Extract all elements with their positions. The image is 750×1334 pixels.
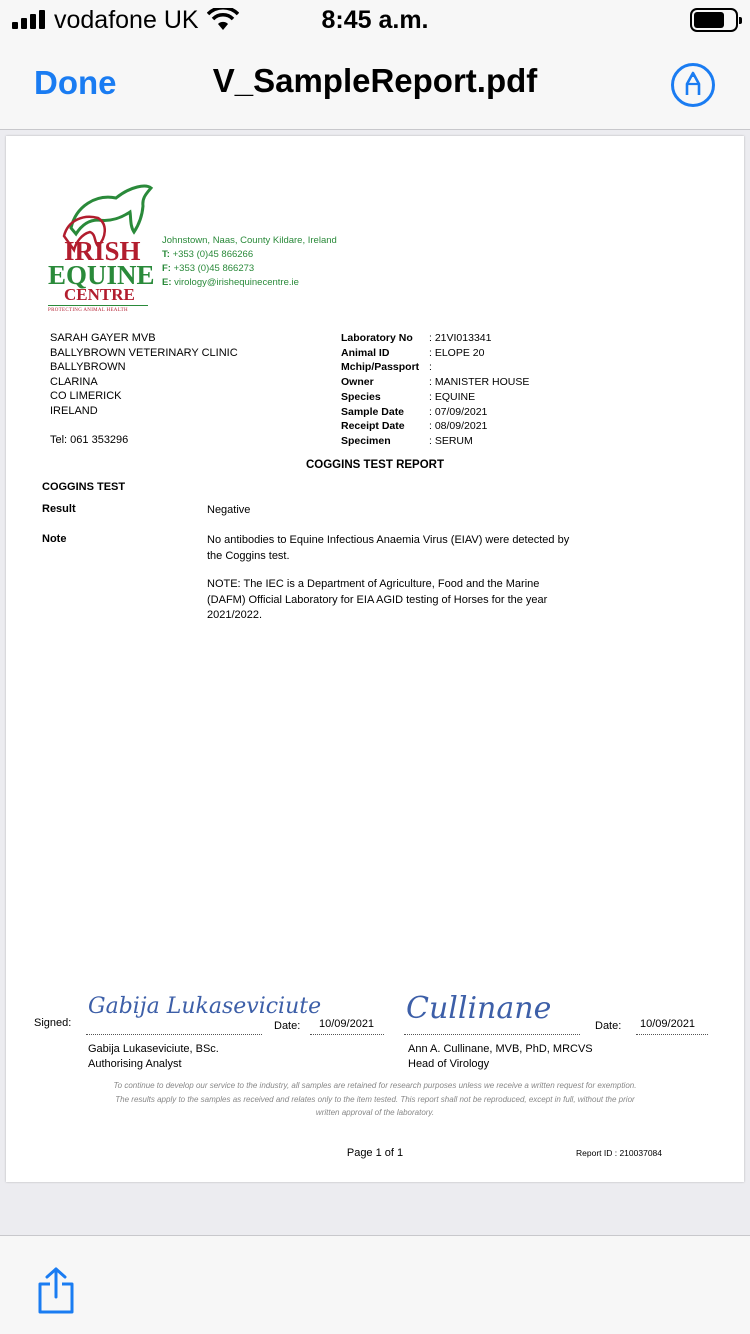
info-key: Mchip/Passport <box>341 361 420 374</box>
battery-icon <box>690 8 738 32</box>
info-value: : ELOPE 20 <box>429 346 485 359</box>
info-value: : 21VI013341 <box>429 332 492 344</box>
info-row <box>341 346 529 361</box>
info-value: : 08/09/2021 <box>429 420 488 433</box>
note-label: Note <box>42 533 67 545</box>
signature-head: Cullinane <box>406 991 552 1026</box>
result-value: Negative <box>207 504 251 516</box>
lab-contact <box>162 234 337 290</box>
info-value: : EQUINE <box>429 390 476 403</box>
disclaimer-line: The results apply to the samples as received and relates only to the item tested. This report shall not be reproduced, except in full, without the prior <box>115 1094 635 1104</box>
info-key: Sample Date <box>341 405 405 418</box>
result-label: Result <box>42 503 76 515</box>
email-label: E: <box>162 277 172 288</box>
head-name: Ann A. Cullinane, MVB, PhD, MRCVS <box>408 1043 593 1055</box>
signed-label: Signed: <box>34 1017 72 1029</box>
analyst-name: Gabija Lukaseviciute, BSc. <box>88 1043 219 1055</box>
lab-address: Johnstown, Naas, County Kildare, Ireland <box>162 235 337 246</box>
info-row <box>341 375 529 390</box>
section-title: COGGINS TEST <box>42 481 126 493</box>
logo-irish: IRISH <box>64 236 141 266</box>
info-key: Animal ID <box>341 346 390 359</box>
markup-pen-icon[interactable] <box>670 62 716 108</box>
client-tel: Tel: 061 353296 <box>50 434 129 446</box>
email-value: virology@irishequinecentre.ie <box>174 277 299 288</box>
address-line: BALLYBROWN <box>50 361 126 374</box>
info-value: : SERUM <box>429 434 473 447</box>
info-value: : 07/09/2021 <box>429 405 488 418</box>
info-row <box>341 419 529 434</box>
fax-label: F: <box>162 263 171 274</box>
carrier-name: vodafone UK <box>54 6 199 34</box>
navigation-bar <box>0 42 750 130</box>
phone-label: T: <box>162 249 170 260</box>
pdf-viewer[interactable] <box>0 130 750 1235</box>
note-line: 2021/2022. <box>207 609 263 621</box>
logo-equine: EQUINE <box>48 260 155 290</box>
info-key: Owner <box>341 376 374 389</box>
info-value: : <box>429 361 432 374</box>
note-line: NOTE: The IEC is a Department of Agriculture, Food and the Marine <box>207 578 540 590</box>
info-row <box>341 390 529 405</box>
logo-centre: CENTRE <box>64 285 135 304</box>
note-text <box>207 533 587 564</box>
date-value: 10/09/2021 <box>640 1018 696 1030</box>
status-bar <box>0 0 750 42</box>
disclaimer-line: written approval of the laboratory. <box>315 1108 435 1117</box>
info-key: Receipt Date <box>341 420 405 433</box>
note-line: (DAFM) Official Laboratory for EIA AGID testing of Horses for the year <box>207 593 548 606</box>
info-key: Specimen <box>341 434 391 447</box>
date-line <box>636 1034 708 1035</box>
pdf-page <box>6 136 744 1182</box>
info-value: : MANISTER HOUSE <box>429 376 530 389</box>
head-role: Head of Virology <box>408 1058 490 1070</box>
head-credit <box>408 1042 593 1072</box>
info-key: Laboratory No <box>341 332 413 344</box>
bottom-toolbar <box>0 1235 750 1334</box>
note-line: No antibodies to Equine Infectious Anaemia Virus (EIAV) were detected by <box>207 534 570 546</box>
note-line: the Coggins test. <box>207 549 290 562</box>
address-line: CLARINA <box>50 375 98 388</box>
address-line: SARAH GAYER MVB <box>50 332 156 344</box>
sample-info <box>341 331 529 449</box>
info-row <box>341 331 529 346</box>
date-line <box>310 1034 384 1035</box>
phone-value: +353 (0)45 866266 <box>172 249 254 260</box>
address-line: IRELAND <box>50 404 98 417</box>
logo-tagline: PROTECTING ANIMAL HEALTH <box>48 308 128 313</box>
address-line: CO LIMERICK <box>50 390 122 403</box>
analyst-role: Authorising Analyst <box>88 1058 182 1070</box>
client-address <box>50 331 238 419</box>
clock: 8:45 a.m. <box>321 6 429 34</box>
signature-line <box>86 1034 262 1035</box>
info-row <box>341 405 529 420</box>
share-icon[interactable] <box>36 1266 76 1316</box>
info-row <box>341 434 529 449</box>
signature-analyst: Gabija Lukaseviciute <box>88 994 322 1019</box>
signature-line <box>404 1034 580 1035</box>
document-title: V_SampleReport.pdf <box>212 62 538 99</box>
date-label: Date: <box>274 1020 301 1032</box>
note-dafm <box>207 577 587 624</box>
page-number: Page 1 of 1 <box>346 1147 404 1159</box>
date-label: Date: <box>595 1020 622 1032</box>
disclaimer <box>76 1079 674 1120</box>
report-id: Report ID : 210037084 <box>576 1148 663 1158</box>
info-key: Species <box>341 390 381 403</box>
logo-divider <box>48 305 148 306</box>
disclaimer-line: To continue to develop our service to the industry, all samples are retained for research purposes unless we receive a written request for exemption. <box>113 1081 637 1090</box>
address-line: BALLYBROWN VETERINARY CLINIC <box>50 346 238 359</box>
info-row <box>341 360 529 375</box>
done-button[interactable]: Done <box>34 64 117 101</box>
report-title: COGGINS TEST REPORT <box>305 459 444 471</box>
date-value: 10/09/2021 <box>319 1018 375 1030</box>
analyst-credit <box>88 1042 219 1072</box>
fax-value: +353 (0)45 866273 <box>173 263 255 274</box>
